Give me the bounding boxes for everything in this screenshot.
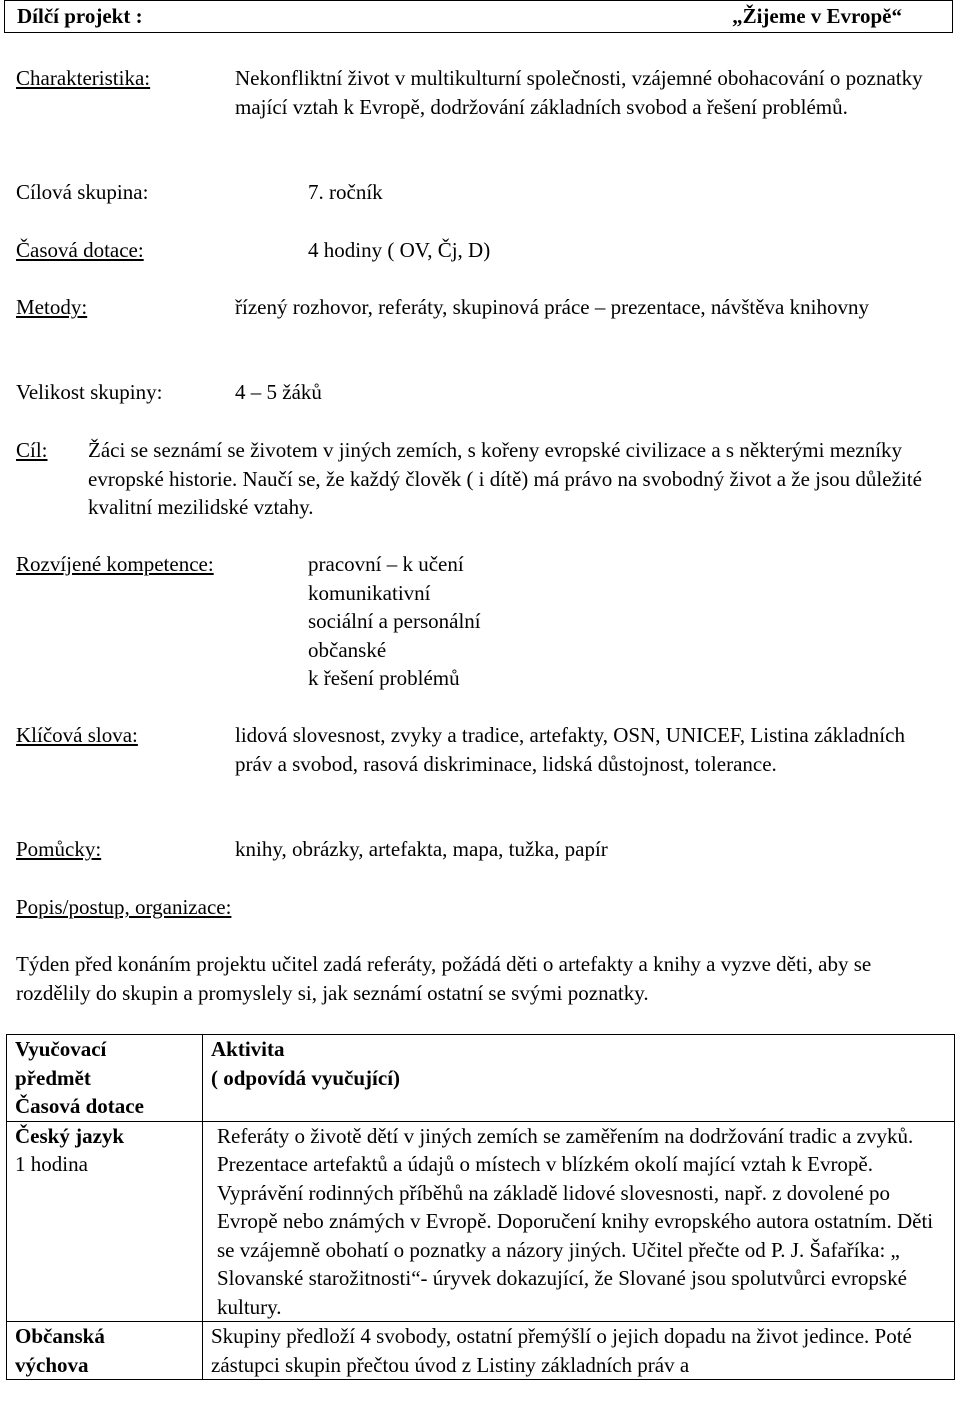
subject-name: Český jazyk: [15, 1123, 125, 1148]
target-group-value: 7. ročník: [308, 180, 383, 204]
procedure-label: Popis/postup, organizace:: [16, 895, 232, 919]
project-label: Dílčí projekt :: [17, 4, 143, 28]
header-activity-note: ( odpovídá vyučující): [211, 1065, 401, 1090]
subject-name: Občanská: [15, 1324, 105, 1348]
time-allocation-value: 4 hodiny ( OV, Čj, D): [308, 238, 491, 262]
subject-name: výchova: [15, 1352, 89, 1377]
activity-table: [6, 1034, 955, 1380]
group-size-value: 4 – 5 žáků: [235, 380, 322, 404]
activity-text: Skupiny předloží 4 svobody, ostatní přemýšlí o jejich dopadu na život jedince. Poté zástupci skupin přečtou úvod z Listiny základních práv a: [211, 1324, 912, 1377]
header-subject-line: předmět: [15, 1065, 91, 1090]
characteristic-value: Nekonfliktní život v multikulturní společnosti, vzájemné obohacování o poznatky mající vztah k Evropě, dodržování základních svobod a řešení problémů.: [235, 66, 923, 119]
goal-value: Žáci se seznámí se životem v jiných zemích, s kořeny evropské civilizace a s některými mezníky evropské historie. Naučí se, že každý člověk ( i dítě) má právo na svobodný život a že jsou důležité kvalitní mezilidské vztahy.: [88, 438, 922, 519]
competence-item: komunikativní: [308, 580, 431, 605]
competence-item: občanské: [308, 637, 387, 662]
table-row: [7, 1121, 955, 1322]
header-activity-cell: [203, 1035, 955, 1122]
competence-item: sociální a personální: [308, 609, 481, 633]
subject-cell: [7, 1121, 203, 1322]
competences-label: Rozvíjené kompetence:: [16, 552, 214, 576]
header-subject-line: Vyučovací: [15, 1037, 107, 1061]
competence-item: pracovní – k učení: [308, 552, 464, 576]
competence-item: k řešení problémů: [308, 666, 460, 690]
header-time-line: Časová dotace: [15, 1094, 144, 1118]
keywords-label: Klíčová slova:: [16, 723, 138, 747]
aids-label: Pomůcky:: [16, 837, 102, 861]
methods-label: Metody:: [16, 295, 88, 319]
competences-list: [308, 550, 908, 693]
characteristic-label: Charakteristika:: [16, 66, 151, 90]
subject-time: 1 hodina: [15, 1152, 88, 1176]
methods-value: řízený rozhovor, referáty, skupinová práce – prezentace, návštěva knihovny: [235, 295, 869, 319]
table-row: [7, 1322, 955, 1380]
table-header-row: [7, 1035, 955, 1122]
keywords-value: lidová slovesnost, zvyky a tradice, artefakty, OSN, UNICEF, Listina základních práv a svobod, rasová diskriminace, lidská důstojnost, tolerance.: [235, 723, 905, 776]
project-header: [4, 0, 953, 33]
time-allocation-label: Časová dotace:: [16, 238, 144, 262]
group-size-label: Velikost skupiny:: [16, 380, 163, 404]
activity-cell: [203, 1121, 955, 1322]
header-activity-line: Aktivita: [211, 1037, 285, 1061]
subject-cell: [7, 1322, 203, 1380]
goal-label: Cíl:: [16, 438, 48, 462]
project-title: „Žijeme v Evropě“: [732, 4, 902, 28]
aids-value: knihy, obrázky, artefakta, mapa, tužka, papír: [235, 837, 608, 861]
activity-text: Referáty o životě dětí v jiných zemích se zaměřením na dodržování tradic a zvyků. Prezentace artefaktů a údajů o místech v blízkém okolí mající vztah k Evropě. Vyprávění rodinných příběhů na základě lidové slovesnosti, např. z dovolené po Evropě nebo známých v Evropě. Doporučení knihy evropského autora ostatním. Děti se vzájemně obohatí o poznatky a názory jiných. Učitel přečte od P. J. Šafaříka: „ Slovanské starožitnosti“- úryvek dokazující, že Slované jsou spolutvůrci evropské kultury.: [217, 1123, 934, 1319]
target-group-label: Cílová skupina:: [16, 180, 149, 204]
activity-cell: [203, 1322, 955, 1380]
procedure-text: Týden před konáním projektu učitel zadá referáty, požádá děti o artefakty a knihy a vyzve děti, aby se rozdělily do skupin a promyslely si, jak seznámí ostatní se svými poznatky.: [16, 952, 872, 1005]
header-subject-cell: [7, 1035, 203, 1122]
